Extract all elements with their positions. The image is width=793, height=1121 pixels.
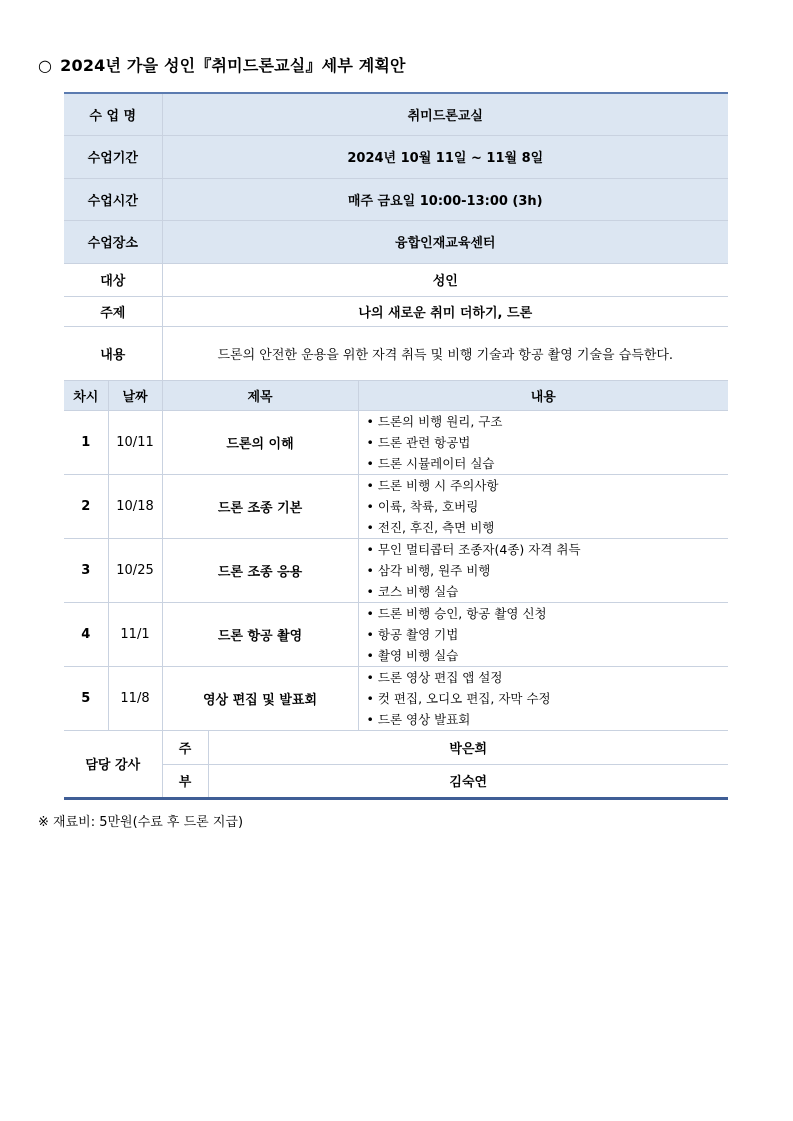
session-items bbox=[358, 666, 728, 730]
target-value: 성인 bbox=[162, 263, 728, 296]
content-value: 드론의 안전한 운용을 위한 자격 취득 및 비행 기술과 항공 촬영 기술을 습득한다. bbox=[162, 326, 728, 380]
session-number: 1 bbox=[64, 410, 108, 474]
target-row bbox=[64, 263, 728, 296]
session-date: 10/11 bbox=[108, 410, 162, 474]
header-title: 제목 bbox=[162, 380, 358, 410]
list-item: • 코스 비행 실습 bbox=[367, 581, 729, 602]
list-item: • 전진, 후진, 측면 비행 bbox=[367, 517, 729, 538]
circle-bullet-icon: ○ bbox=[38, 56, 53, 75]
session-items bbox=[358, 538, 728, 602]
session-date: 11/8 bbox=[108, 666, 162, 730]
summary-value: 융합인재교육센터 bbox=[162, 220, 728, 263]
content-row bbox=[64, 326, 728, 380]
summary-row bbox=[64, 93, 728, 135]
schedule-row bbox=[64, 666, 728, 730]
session-title: 드론 항공 촬영 bbox=[162, 602, 358, 666]
list-item: • 이륙, 착륙, 호버링 bbox=[367, 496, 729, 517]
summary-label: 수업시간 bbox=[64, 178, 162, 220]
summary-row bbox=[64, 220, 728, 263]
summary-label: 수업기간 bbox=[64, 135, 162, 178]
list-item: • 드론 영상 편집 앱 설정 bbox=[367, 667, 729, 688]
list-item: • 드론 비행 승인, 항공 촬영 신청 bbox=[367, 603, 729, 624]
summary-value: 매주 금요일 10:00-13:00 (3h) bbox=[162, 178, 728, 220]
list-item: • 드론 관련 항공법 bbox=[367, 432, 729, 453]
session-title: 드론 조종 기본 bbox=[162, 474, 358, 538]
list-item: • 드론의 비행 원리, 구조 bbox=[367, 411, 729, 432]
list-item: • 컷 편집, 오디오 편집, 자막 수정 bbox=[367, 688, 729, 709]
main-instructor-label: 주 bbox=[162, 730, 208, 764]
session-items bbox=[358, 410, 728, 474]
session-number: 5 bbox=[64, 666, 108, 730]
list-item: • 촬영 비행 실습 bbox=[367, 645, 729, 666]
sub-instructor: 김숙연 bbox=[208, 764, 728, 798]
topic-value: 나의 새로운 취미 더하기, 드론 bbox=[162, 296, 728, 326]
session-date: 11/1 bbox=[108, 602, 162, 666]
schedule-row bbox=[64, 602, 728, 666]
summary-row bbox=[64, 178, 728, 220]
session-number: 4 bbox=[64, 602, 108, 666]
session-items bbox=[358, 474, 728, 538]
list-item: • 드론 비행 시 주의사항 bbox=[367, 475, 729, 496]
summary-value: 취미드론교실 bbox=[162, 93, 728, 135]
content-label: 내용 bbox=[64, 326, 162, 380]
summary-value: 2024년 10월 11일 ~ 11월 8일 bbox=[162, 135, 728, 178]
summary-label: 수 업 명 bbox=[64, 93, 162, 135]
session-date: 10/25 bbox=[108, 538, 162, 602]
session-items bbox=[358, 602, 728, 666]
list-item: • 드론 시뮬레이터 실습 bbox=[367, 453, 729, 474]
footnote: ※ 재료비: 5만원(수료 후 드론 지급) bbox=[38, 815, 244, 830]
plan-table bbox=[64, 92, 728, 800]
list-item: • 무인 멀티콥터 조종자(4종) 자격 취득 bbox=[367, 539, 729, 560]
list-item: • 드론 영상 발표회 bbox=[367, 709, 729, 730]
page-title bbox=[38, 53, 406, 76]
summary-label: 수업장소 bbox=[64, 220, 162, 263]
list-item: • 삼각 비행, 원주 비행 bbox=[367, 560, 729, 581]
topic-label: 주제 bbox=[64, 296, 162, 326]
main-instructor: 박은희 bbox=[208, 730, 728, 764]
session-number: 3 bbox=[64, 538, 108, 602]
instructor-row bbox=[64, 764, 728, 798]
list-item: • 항공 촬영 기법 bbox=[367, 624, 729, 645]
session-title: 드론 조종 응용 bbox=[162, 538, 358, 602]
title-text: 2024년 가을 성인『취미드론교실』세부 계획안 bbox=[60, 56, 406, 75]
schedule-row bbox=[64, 538, 728, 602]
header-content: 내용 bbox=[358, 380, 728, 410]
summary-row bbox=[64, 135, 728, 178]
session-number: 2 bbox=[64, 474, 108, 538]
schedule-header-row bbox=[64, 380, 728, 410]
topic-row bbox=[64, 296, 728, 326]
session-title: 영상 편집 및 발표회 bbox=[162, 666, 358, 730]
sub-instructor-label: 부 bbox=[162, 764, 208, 798]
schedule-row bbox=[64, 410, 728, 474]
header-date: 날짜 bbox=[108, 380, 162, 410]
session-date: 10/18 bbox=[108, 474, 162, 538]
target-label: 대상 bbox=[64, 263, 162, 296]
header-session: 차시 bbox=[64, 380, 108, 410]
schedule-row bbox=[64, 474, 728, 538]
instructor-row bbox=[64, 730, 728, 764]
session-title: 드론의 이해 bbox=[162, 410, 358, 474]
instructor-label: 담당 강사 bbox=[64, 730, 162, 798]
